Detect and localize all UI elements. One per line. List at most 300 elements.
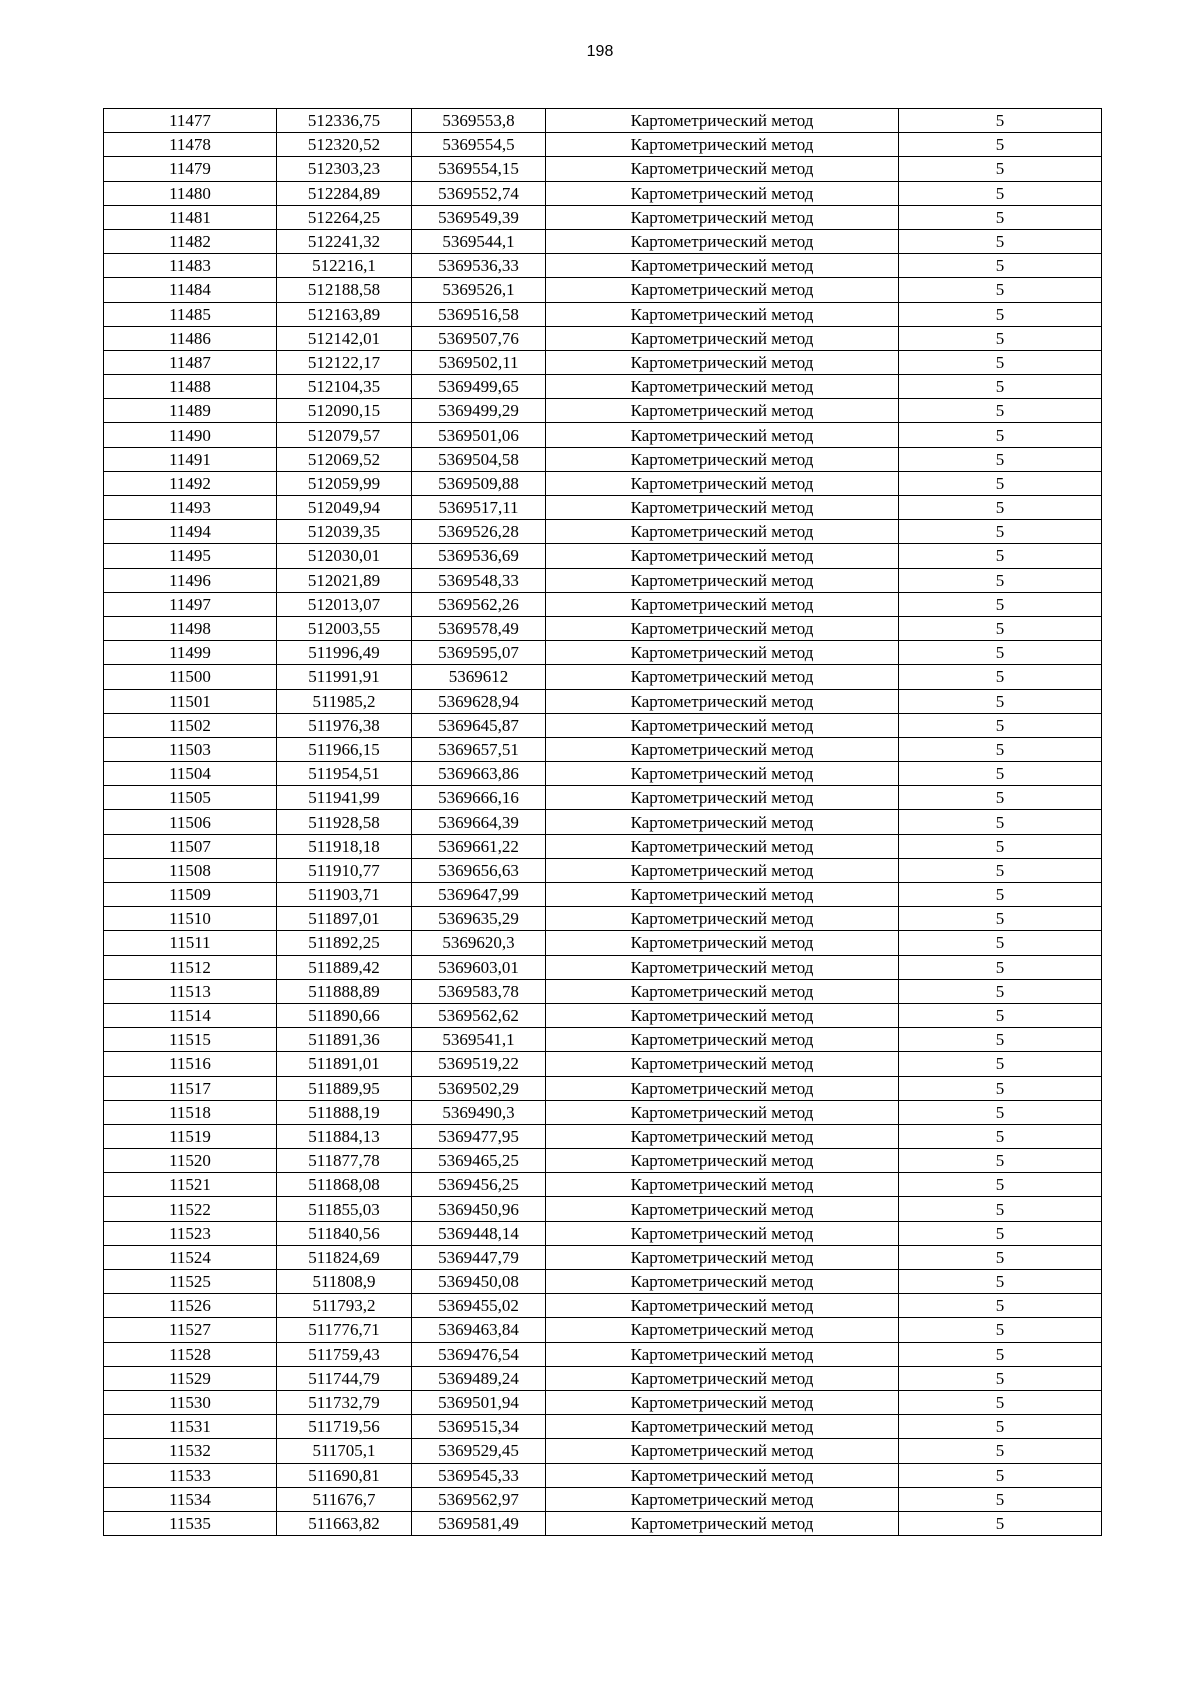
- y-coordinate-cell: 5369581,49: [412, 1511, 546, 1535]
- method-cell: Картометрический метод: [546, 1124, 899, 1148]
- point-number-cell: 11520: [104, 1149, 277, 1173]
- y-coordinate-cell: 5369499,65: [412, 375, 546, 399]
- table-row: [104, 205, 1102, 229]
- x-coordinate-cell: 511744,79: [277, 1366, 412, 1390]
- table-row: [104, 713, 1102, 737]
- x-coordinate-cell: 512003,55: [277, 616, 412, 640]
- point-number-cell: 11506: [104, 810, 277, 834]
- point-number-cell: 11534: [104, 1487, 277, 1511]
- accuracy-cell: 5: [899, 810, 1102, 834]
- method-cell: Картометрический метод: [546, 762, 899, 786]
- table-row: [104, 496, 1102, 520]
- method-cell: Картометрический метод: [546, 399, 899, 423]
- y-coordinate-cell: 5369562,97: [412, 1487, 546, 1511]
- point-number-cell: 11522: [104, 1197, 277, 1221]
- point-number-cell: 11497: [104, 592, 277, 616]
- x-coordinate-cell: 512104,35: [277, 375, 412, 399]
- point-number-cell: 11532: [104, 1439, 277, 1463]
- point-number-cell: 11491: [104, 447, 277, 471]
- accuracy-cell: 5: [899, 350, 1102, 374]
- method-cell: Картометрический метод: [546, 665, 899, 689]
- table-row: [104, 1294, 1102, 1318]
- x-coordinate-cell: 511888,89: [277, 979, 412, 1003]
- y-coordinate-cell: 5369526,1: [412, 278, 546, 302]
- accuracy-cell: 5: [899, 1342, 1102, 1366]
- accuracy-cell: 5: [899, 883, 1102, 907]
- table-row: [104, 883, 1102, 907]
- y-coordinate-cell: 5369595,07: [412, 641, 546, 665]
- accuracy-cell: 5: [899, 616, 1102, 640]
- table-row: [104, 1076, 1102, 1100]
- table-row: [104, 1245, 1102, 1269]
- y-coordinate-cell: 5369635,29: [412, 907, 546, 931]
- accuracy-cell: 5: [899, 665, 1102, 689]
- method-cell: Картометрический метод: [546, 979, 899, 1003]
- method-cell: Картометрический метод: [546, 375, 899, 399]
- y-coordinate-cell: 5369455,02: [412, 1294, 546, 1318]
- x-coordinate-cell: 512188,58: [277, 278, 412, 302]
- x-coordinate-cell: 512122,17: [277, 350, 412, 374]
- accuracy-cell: 5: [899, 254, 1102, 278]
- point-number-cell: 11517: [104, 1076, 277, 1100]
- point-number-cell: 11488: [104, 375, 277, 399]
- method-cell: Картометрический метод: [546, 229, 899, 253]
- table-row: [104, 979, 1102, 1003]
- table-row: [104, 1197, 1102, 1221]
- x-coordinate-cell: 511954,51: [277, 762, 412, 786]
- table-row: [104, 737, 1102, 761]
- point-number-cell: 11490: [104, 423, 277, 447]
- accuracy-cell: 5: [899, 1270, 1102, 1294]
- x-coordinate-cell: 512059,99: [277, 471, 412, 495]
- table-row: [104, 375, 1102, 399]
- y-coordinate-cell: 5369509,88: [412, 471, 546, 495]
- y-coordinate-cell: 5369536,69: [412, 544, 546, 568]
- x-coordinate-cell: 511719,56: [277, 1415, 412, 1439]
- point-number-cell: 11487: [104, 350, 277, 374]
- table-row: [104, 1149, 1102, 1173]
- accuracy-cell: 5: [899, 399, 1102, 423]
- accuracy-cell: 5: [899, 1390, 1102, 1414]
- method-cell: Картометрический метод: [546, 157, 899, 181]
- table-row: [104, 157, 1102, 181]
- method-cell: Картометрический метод: [546, 737, 899, 761]
- y-coordinate-cell: 5369553,8: [412, 109, 546, 133]
- table-row: [104, 1415, 1102, 1439]
- accuracy-cell: 5: [899, 375, 1102, 399]
- point-number-cell: 11500: [104, 665, 277, 689]
- y-coordinate-cell: 5369645,87: [412, 713, 546, 737]
- method-cell: Картометрический метод: [546, 568, 899, 592]
- point-number-cell: 11515: [104, 1028, 277, 1052]
- x-coordinate-cell: 511966,15: [277, 737, 412, 761]
- table-row: [104, 834, 1102, 858]
- y-coordinate-cell: 5369499,29: [412, 399, 546, 423]
- method-cell: Картометрический метод: [546, 689, 899, 713]
- x-coordinate-cell: 511877,78: [277, 1149, 412, 1173]
- accuracy-cell: 5: [899, 278, 1102, 302]
- accuracy-cell: 5: [899, 1439, 1102, 1463]
- accuracy-cell: 5: [899, 1294, 1102, 1318]
- y-coordinate-cell: 5369477,95: [412, 1124, 546, 1148]
- table-row: [104, 471, 1102, 495]
- y-coordinate-cell: 5369554,5: [412, 133, 546, 157]
- point-number-cell: 11535: [104, 1511, 277, 1535]
- point-number-cell: 11501: [104, 689, 277, 713]
- table-row: [104, 1052, 1102, 1076]
- x-coordinate-cell: 511890,66: [277, 1003, 412, 1027]
- x-coordinate-cell: 511910,77: [277, 858, 412, 882]
- accuracy-cell: 5: [899, 955, 1102, 979]
- method-cell: Картометрический метод: [546, 1511, 899, 1535]
- table-row: [104, 1100, 1102, 1124]
- accuracy-cell: 5: [899, 1197, 1102, 1221]
- x-coordinate-cell: 511732,79: [277, 1390, 412, 1414]
- table-row: [104, 544, 1102, 568]
- method-cell: Картометрический метод: [546, 278, 899, 302]
- y-coordinate-cell: 5369490,3: [412, 1100, 546, 1124]
- method-cell: Картометрический метод: [546, 1173, 899, 1197]
- x-coordinate-cell: 511676,7: [277, 1487, 412, 1511]
- x-coordinate-cell: 511897,01: [277, 907, 412, 931]
- method-cell: Картометрический метод: [546, 302, 899, 326]
- table-row: [104, 907, 1102, 931]
- method-cell: Картометрический метод: [546, 834, 899, 858]
- method-cell: Картометрический метод: [546, 592, 899, 616]
- y-coordinate-cell: 5369501,06: [412, 423, 546, 447]
- method-cell: Картометрический метод: [546, 205, 899, 229]
- accuracy-cell: 5: [899, 471, 1102, 495]
- point-number-cell: 11528: [104, 1342, 277, 1366]
- x-coordinate-cell: 511808,9: [277, 1270, 412, 1294]
- method-cell: Картометрический метод: [546, 1487, 899, 1511]
- y-coordinate-cell: 5369448,14: [412, 1221, 546, 1245]
- point-number-cell: 11509: [104, 883, 277, 907]
- x-coordinate-cell: 512336,75: [277, 109, 412, 133]
- accuracy-cell: 5: [899, 1221, 1102, 1245]
- method-cell: Картометрический метод: [546, 713, 899, 737]
- accuracy-cell: 5: [899, 1173, 1102, 1197]
- y-coordinate-cell: 5369562,62: [412, 1003, 546, 1027]
- point-number-cell: 11524: [104, 1245, 277, 1269]
- point-number-cell: 11513: [104, 979, 277, 1003]
- table-row: [104, 955, 1102, 979]
- accuracy-cell: 5: [899, 713, 1102, 737]
- point-number-cell: 11504: [104, 762, 277, 786]
- table-row: [104, 1003, 1102, 1027]
- point-number-cell: 11530: [104, 1390, 277, 1414]
- x-coordinate-cell: 511991,91: [277, 665, 412, 689]
- x-coordinate-cell: 511996,49: [277, 641, 412, 665]
- method-cell: Картометрический метод: [546, 858, 899, 882]
- method-cell: Картометрический метод: [546, 1294, 899, 1318]
- method-cell: Картометрический метод: [546, 955, 899, 979]
- y-coordinate-cell: 5369666,16: [412, 786, 546, 810]
- coordinates-table-body: [104, 109, 1102, 1536]
- x-coordinate-cell: 512090,15: [277, 399, 412, 423]
- method-cell: Картометрический метод: [546, 544, 899, 568]
- point-number-cell: 11498: [104, 616, 277, 640]
- table-row: [104, 1270, 1102, 1294]
- y-coordinate-cell: 5369463,84: [412, 1318, 546, 1342]
- method-cell: Картометрический метод: [546, 326, 899, 350]
- y-coordinate-cell: 5369502,11: [412, 350, 546, 374]
- method-cell: Картометрический метод: [546, 109, 899, 133]
- table-row: [104, 278, 1102, 302]
- x-coordinate-cell: 511663,82: [277, 1511, 412, 1535]
- y-coordinate-cell: 5369476,54: [412, 1342, 546, 1366]
- x-coordinate-cell: 512241,32: [277, 229, 412, 253]
- table-row: [104, 1463, 1102, 1487]
- y-coordinate-cell: 5369536,33: [412, 254, 546, 278]
- method-cell: Картометрический метод: [546, 1076, 899, 1100]
- x-coordinate-cell: 512264,25: [277, 205, 412, 229]
- x-coordinate-cell: 511884,13: [277, 1124, 412, 1148]
- point-number-cell: 11531: [104, 1415, 277, 1439]
- x-coordinate-cell: 511855,03: [277, 1197, 412, 1221]
- y-coordinate-cell: 5369447,79: [412, 1245, 546, 1269]
- point-number-cell: 11485: [104, 302, 277, 326]
- accuracy-cell: 5: [899, 592, 1102, 616]
- table-row: [104, 1173, 1102, 1197]
- accuracy-cell: 5: [899, 1318, 1102, 1342]
- method-cell: Картометрический метод: [546, 1342, 899, 1366]
- accuracy-cell: 5: [899, 205, 1102, 229]
- point-number-cell: 11483: [104, 254, 277, 278]
- method-cell: Картометрический метод: [546, 1221, 899, 1245]
- table-row: [104, 254, 1102, 278]
- table-row: [104, 616, 1102, 640]
- accuracy-cell: 5: [899, 109, 1102, 133]
- method-cell: Картометрический метод: [546, 786, 899, 810]
- y-coordinate-cell: 5369516,58: [412, 302, 546, 326]
- table-row: [104, 1124, 1102, 1148]
- x-coordinate-cell: 511888,19: [277, 1100, 412, 1124]
- accuracy-cell: 5: [899, 447, 1102, 471]
- accuracy-cell: 5: [899, 907, 1102, 931]
- method-cell: Картометрический метод: [546, 1028, 899, 1052]
- method-cell: Картометрический метод: [546, 907, 899, 931]
- point-number-cell: 11523: [104, 1221, 277, 1245]
- table-row: [104, 665, 1102, 689]
- accuracy-cell: 5: [899, 1415, 1102, 1439]
- x-coordinate-cell: 511985,2: [277, 689, 412, 713]
- x-coordinate-cell: 511840,56: [277, 1221, 412, 1245]
- y-coordinate-cell: 5369544,1: [412, 229, 546, 253]
- x-coordinate-cell: 512284,89: [277, 181, 412, 205]
- y-coordinate-cell: 5369647,99: [412, 883, 546, 907]
- table-row: [104, 1390, 1102, 1414]
- method-cell: Картометрический метод: [546, 1415, 899, 1439]
- x-coordinate-cell: 512069,52: [277, 447, 412, 471]
- table-row: [104, 810, 1102, 834]
- point-number-cell: 11502: [104, 713, 277, 737]
- table-row: [104, 1487, 1102, 1511]
- accuracy-cell: 5: [899, 496, 1102, 520]
- point-number-cell: 11480: [104, 181, 277, 205]
- x-coordinate-cell: 512142,01: [277, 326, 412, 350]
- table-row: [104, 447, 1102, 471]
- x-coordinate-cell: 512163,89: [277, 302, 412, 326]
- table-row: [104, 520, 1102, 544]
- table-row: [104, 592, 1102, 616]
- x-coordinate-cell: 511793,2: [277, 1294, 412, 1318]
- x-coordinate-cell: 512039,35: [277, 520, 412, 544]
- y-coordinate-cell: 5369450,96: [412, 1197, 546, 1221]
- x-coordinate-cell: 511976,38: [277, 713, 412, 737]
- method-cell: Картометрический метод: [546, 1390, 899, 1414]
- y-coordinate-cell: 5369663,86: [412, 762, 546, 786]
- y-coordinate-cell: 5369628,94: [412, 689, 546, 713]
- accuracy-cell: 5: [899, 1366, 1102, 1390]
- accuracy-cell: 5: [899, 302, 1102, 326]
- x-coordinate-cell: 511928,58: [277, 810, 412, 834]
- y-coordinate-cell: 5369578,49: [412, 616, 546, 640]
- point-number-cell: 11514: [104, 1003, 277, 1027]
- x-coordinate-cell: 511891,36: [277, 1028, 412, 1052]
- accuracy-cell: 5: [899, 786, 1102, 810]
- x-coordinate-cell: 511690,81: [277, 1463, 412, 1487]
- table-row: [104, 762, 1102, 786]
- accuracy-cell: 5: [899, 1245, 1102, 1269]
- point-number-cell: 11493: [104, 496, 277, 520]
- accuracy-cell: 5: [899, 133, 1102, 157]
- coordinates-table: [103, 108, 1102, 1536]
- table-row: [104, 1028, 1102, 1052]
- y-coordinate-cell: 5369554,15: [412, 157, 546, 181]
- table-row: [104, 229, 1102, 253]
- point-number-cell: 11505: [104, 786, 277, 810]
- point-number-cell: 11482: [104, 229, 277, 253]
- table-row: [104, 1366, 1102, 1390]
- y-coordinate-cell: 5369562,26: [412, 592, 546, 616]
- accuracy-cell: 5: [899, 1487, 1102, 1511]
- table-row: [104, 931, 1102, 955]
- method-cell: Картометрический метод: [546, 1463, 899, 1487]
- point-number-cell: 11519: [104, 1124, 277, 1148]
- x-coordinate-cell: 511903,71: [277, 883, 412, 907]
- point-number-cell: 11503: [104, 737, 277, 761]
- accuracy-cell: 5: [899, 568, 1102, 592]
- x-coordinate-cell: 512079,57: [277, 423, 412, 447]
- x-coordinate-cell: 512303,23: [277, 157, 412, 181]
- y-coordinate-cell: 5369507,76: [412, 326, 546, 350]
- point-number-cell: 11495: [104, 544, 277, 568]
- x-coordinate-cell: 512320,52: [277, 133, 412, 157]
- x-coordinate-cell: 511824,69: [277, 1245, 412, 1269]
- point-number-cell: 11499: [104, 641, 277, 665]
- accuracy-cell: 5: [899, 520, 1102, 544]
- point-number-cell: 11486: [104, 326, 277, 350]
- accuracy-cell: 5: [899, 737, 1102, 761]
- accuracy-cell: 5: [899, 423, 1102, 447]
- x-coordinate-cell: 511889,42: [277, 955, 412, 979]
- point-number-cell: 11529: [104, 1366, 277, 1390]
- point-number-cell: 11477: [104, 109, 277, 133]
- table-row: [104, 689, 1102, 713]
- method-cell: Картометрический метод: [546, 1270, 899, 1294]
- accuracy-cell: 5: [899, 1149, 1102, 1173]
- point-number-cell: 11510: [104, 907, 277, 931]
- y-coordinate-cell: 5369656,63: [412, 858, 546, 882]
- table-row: [104, 1511, 1102, 1535]
- x-coordinate-cell: 511891,01: [277, 1052, 412, 1076]
- method-cell: Картометрический метод: [546, 133, 899, 157]
- x-coordinate-cell: 512013,07: [277, 592, 412, 616]
- x-coordinate-cell: 511941,99: [277, 786, 412, 810]
- y-coordinate-cell: 5369612: [412, 665, 546, 689]
- method-cell: Картометрический метод: [546, 641, 899, 665]
- y-coordinate-cell: 5369489,24: [412, 1366, 546, 1390]
- x-coordinate-cell: 511705,1: [277, 1439, 412, 1463]
- y-coordinate-cell: 5369526,28: [412, 520, 546, 544]
- accuracy-cell: 5: [899, 544, 1102, 568]
- y-coordinate-cell: 5369450,08: [412, 1270, 546, 1294]
- method-cell: Картометрический метод: [546, 423, 899, 447]
- method-cell: Картометрический метод: [546, 1003, 899, 1027]
- table-row: [104, 786, 1102, 810]
- point-number-cell: 11489: [104, 399, 277, 423]
- method-cell: Картометрический метод: [546, 350, 899, 374]
- method-cell: Картометрический метод: [546, 1366, 899, 1390]
- method-cell: Картометрический метод: [546, 471, 899, 495]
- y-coordinate-cell: 5369661,22: [412, 834, 546, 858]
- table-row: [104, 568, 1102, 592]
- method-cell: Картометрический метод: [546, 883, 899, 907]
- accuracy-cell: 5: [899, 157, 1102, 181]
- table-row: [104, 1342, 1102, 1366]
- table-row: [104, 858, 1102, 882]
- accuracy-cell: 5: [899, 1463, 1102, 1487]
- accuracy-cell: 5: [899, 689, 1102, 713]
- point-number-cell: 11494: [104, 520, 277, 544]
- method-cell: Картометрический метод: [546, 810, 899, 834]
- x-coordinate-cell: 511892,25: [277, 931, 412, 955]
- table-row: [104, 326, 1102, 350]
- table-row: [104, 181, 1102, 205]
- method-cell: Картометрический метод: [546, 1197, 899, 1221]
- y-coordinate-cell: 5369519,22: [412, 1052, 546, 1076]
- table-row: [104, 1221, 1102, 1245]
- y-coordinate-cell: 5369515,34: [412, 1415, 546, 1439]
- point-number-cell: 11479: [104, 157, 277, 181]
- point-number-cell: 11492: [104, 471, 277, 495]
- point-number-cell: 11478: [104, 133, 277, 157]
- table-row: [104, 133, 1102, 157]
- x-coordinate-cell: 512216,1: [277, 254, 412, 278]
- accuracy-cell: 5: [899, 1100, 1102, 1124]
- accuracy-cell: 5: [899, 229, 1102, 253]
- accuracy-cell: 5: [899, 181, 1102, 205]
- y-coordinate-cell: 5369504,58: [412, 447, 546, 471]
- method-cell: Картометрический метод: [546, 1052, 899, 1076]
- accuracy-cell: 5: [899, 641, 1102, 665]
- y-coordinate-cell: 5369664,39: [412, 810, 546, 834]
- method-cell: Картометрический метод: [546, 447, 899, 471]
- method-cell: Картометрический метод: [546, 181, 899, 205]
- x-coordinate-cell: 512030,01: [277, 544, 412, 568]
- accuracy-cell: 5: [899, 979, 1102, 1003]
- y-coordinate-cell: 5369657,51: [412, 737, 546, 761]
- table-row: [104, 641, 1102, 665]
- method-cell: Картометрический метод: [546, 1149, 899, 1173]
- point-number-cell: 11481: [104, 205, 277, 229]
- accuracy-cell: 5: [899, 326, 1102, 350]
- x-coordinate-cell: 511776,71: [277, 1318, 412, 1342]
- method-cell: Картометрический метод: [546, 496, 899, 520]
- method-cell: Картометрический метод: [546, 520, 899, 544]
- point-number-cell: 11496: [104, 568, 277, 592]
